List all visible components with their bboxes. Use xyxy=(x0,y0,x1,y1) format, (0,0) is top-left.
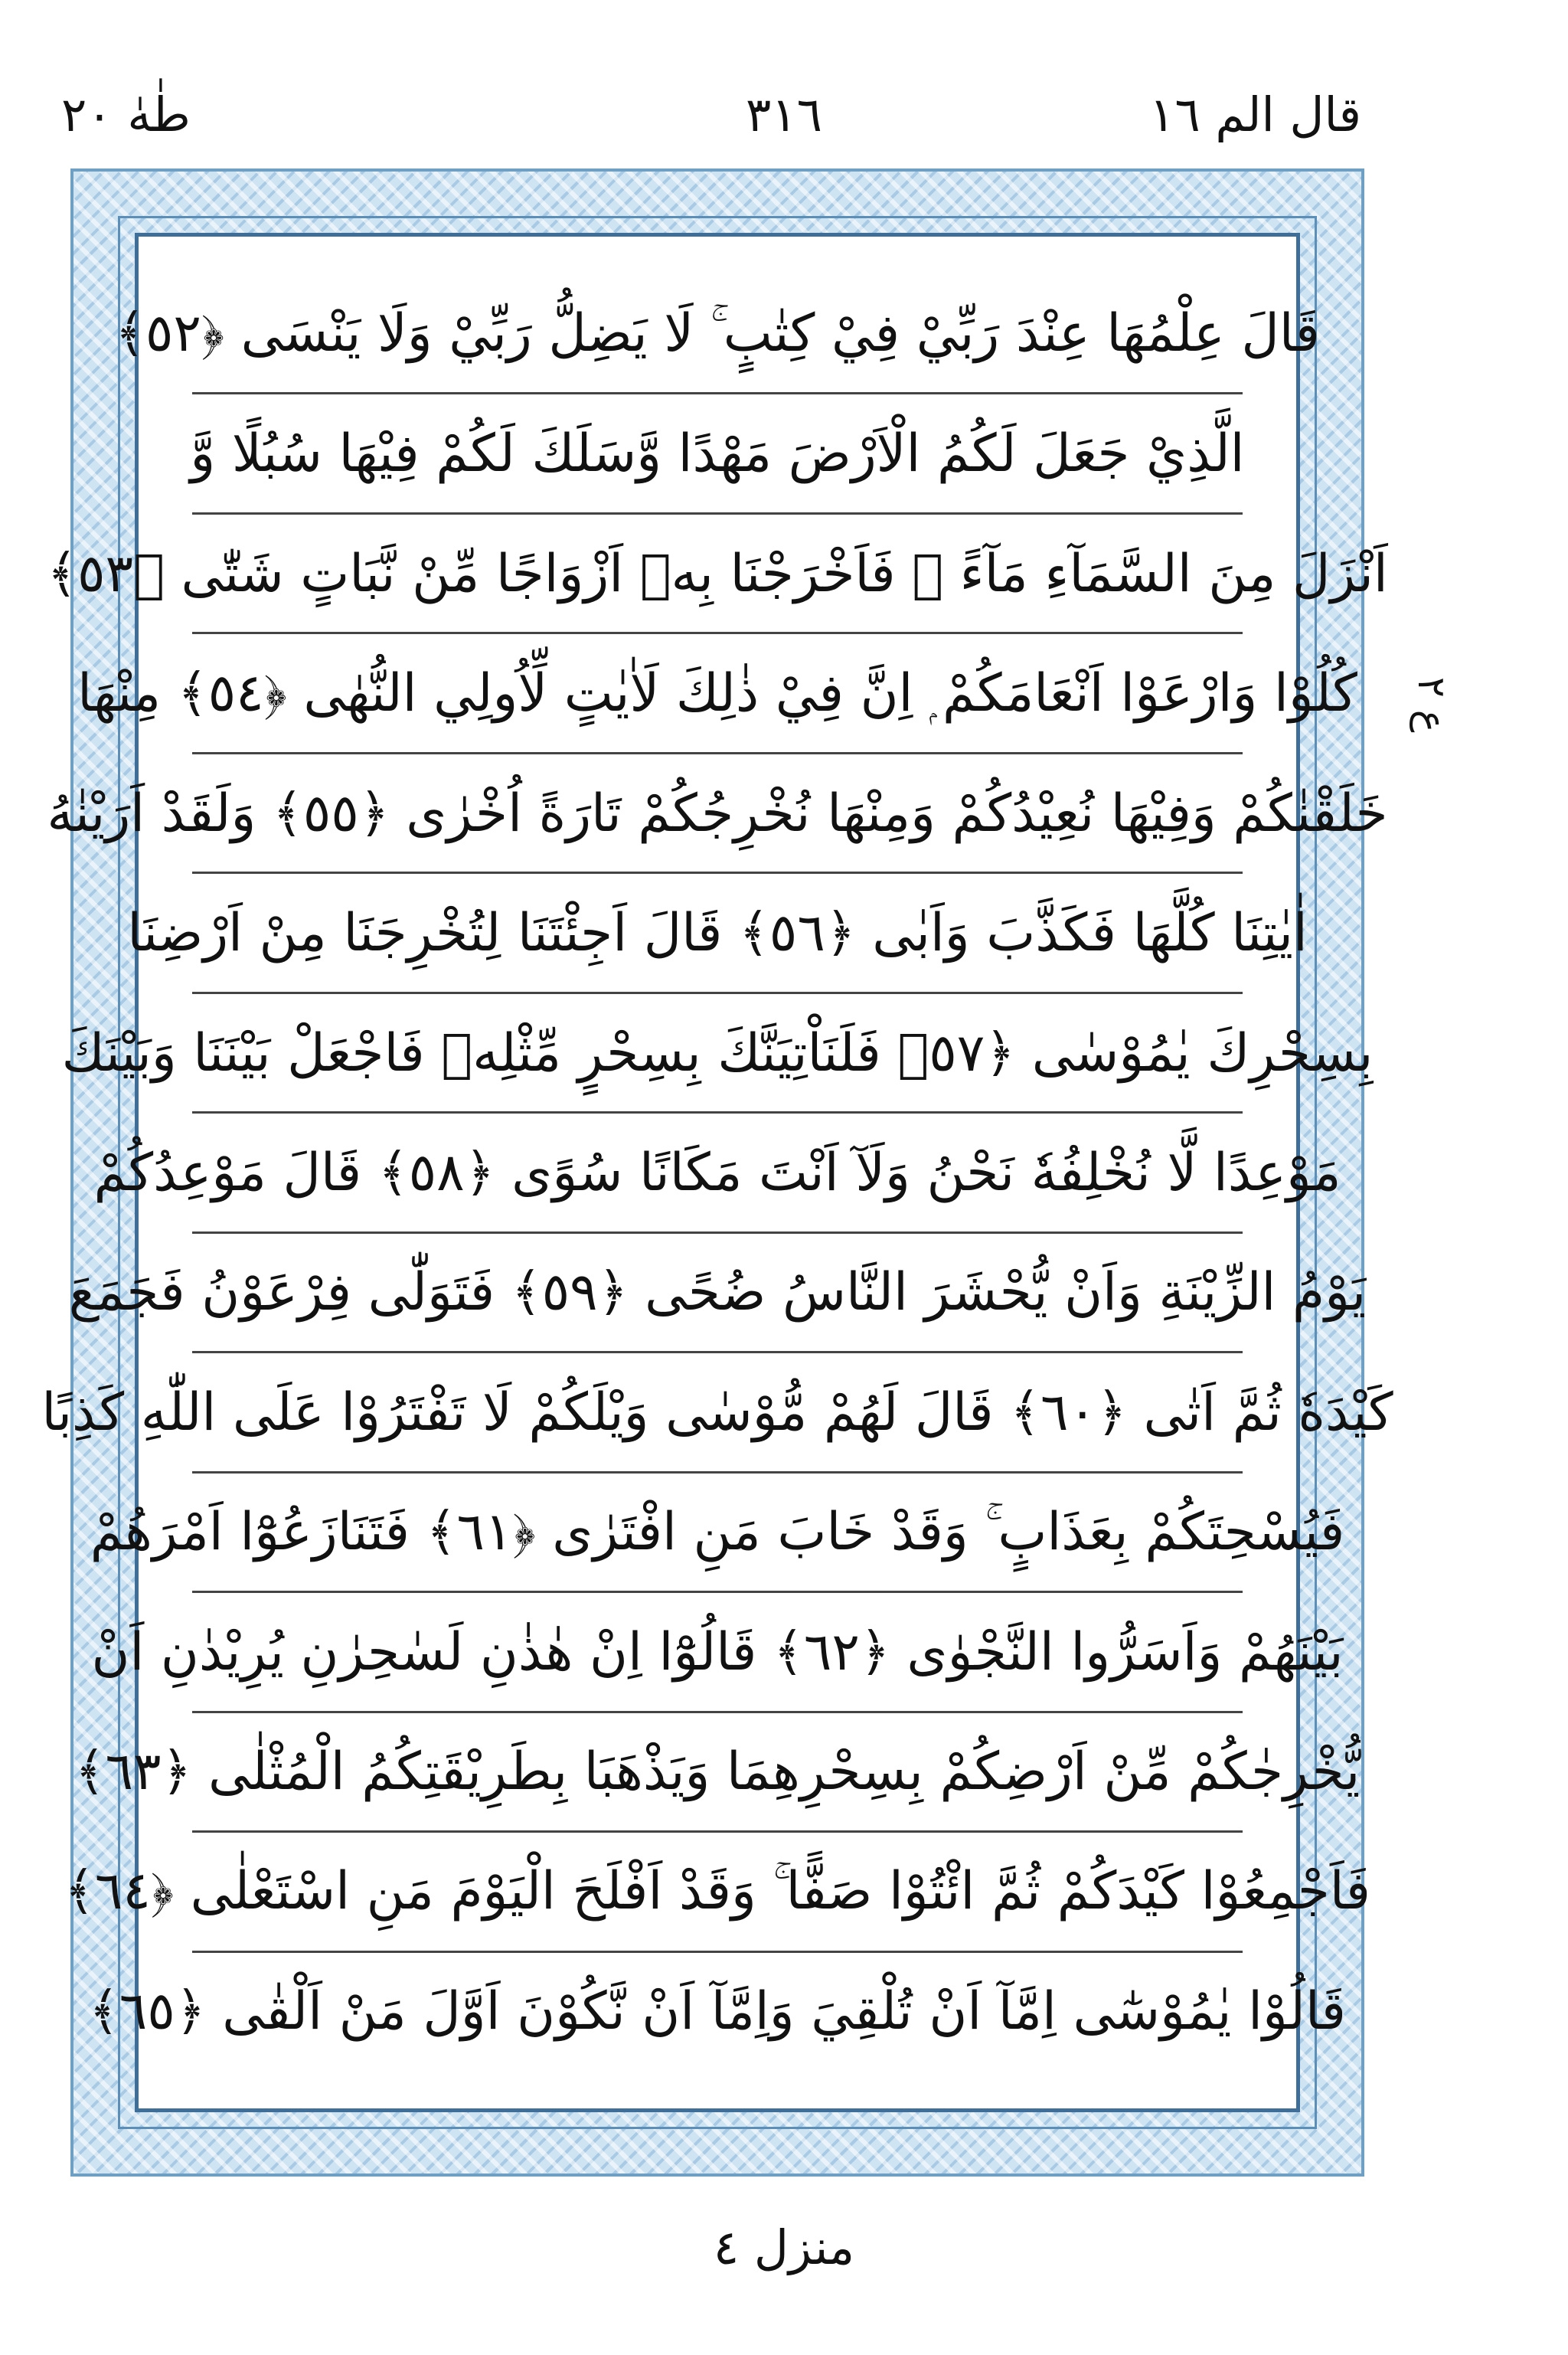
verse-line: فَيُسْحِتَكُمْ بِعَذَابٍ ۚ وَقَدْ خَابَ مَنِ افْتَرٰى ﴿٦١﴾ فَتَنَازَعُوْٓا اَمْرَهُمْ xyxy=(192,1474,1243,1593)
verse-line: قَالُوْا يٰمُوْسٰٓى اِمَّآ اَنْ تُلْقِيَ وَاِمَّآ اَنْ نَّكُوْنَ اَوَّلَ مَنْ اَلْقٰى ﴿٦٥﴾ xyxy=(88,1981,1347,2043)
verse-line: فَاَجْمِعُوْا كَيْدَكُمْ ثُمَّ ائْتُوْا صَفًّا ۚ وَقَدْ اَفْلَحَ الْيَوْمَ مَنِ اسْتَعْلٰى ﴿٦٤﴾ xyxy=(192,1833,1243,1952)
verse-line: بِسِحْرِكَ يٰمُوْسٰى ﴿٥٧﴾ فَلَنَاْتِيَنَّكَ بِسِحْرٍ مِّثْلِهٖ فَاجْعَلْ بَيْنَنَا وَبَيْنَكَ xyxy=(192,994,1243,1114)
verse-line: بَيْنَهُمْ وَاَسَرُّوا النَّجْوٰى ﴿٦٢﴾ قَالُوْٓا اِنْ هٰذٰنِ لَسٰحِرٰنِ يُرِيْدٰنِ اَنْ xyxy=(192,1593,1243,1712)
verse-line: مَوْعِدًا لَّا نُخْلِفُهٗ نَحْنُ وَلَآ اَنْتَ مَكَانًا سُوًى ﴿٥٨﴾ قَالَ مَوْعِدُكُمْ xyxy=(192,1114,1243,1233)
verse-line: يَوْمُ الزِّيْنَةِ وَاَنْ يُّحْشَرَ النَّاسُ ضُحًى ﴿٥٩﴾ فَتَوَلّٰى فِرْعَوْنُ فَجَمَعَ xyxy=(192,1234,1243,1353)
verse-line: اَنْزَلَ مِنَ السَّمَآءِ مَآءً ۭ فَاَخْرَجْنَا بِهٖ اَزْوَاجًا مِّنْ نَّبَاتٍ شَتّٰى ﴿٥٣﴾ xyxy=(192,515,1243,634)
page-number: ٣١٦ xyxy=(746,87,822,142)
text-panel xyxy=(41,233,1393,2112)
verse-line: كَيْدَهٗ ثُمَّ اَتٰى ﴿٦٠﴾ قَالَ لَهُمْ مُّوْسٰى وَيْلَكُمْ لَا تَفْتَرُوْا عَلَى اللّٰهِ كَذِبًا xyxy=(192,1353,1243,1473)
verse-line: يُّخْرِجٰكُمْ مِّنْ اَرْضِكُمْ بِسِحْرِهِمَا وَيَذْهَبَا بِطَرِيْقَتِكُمُ الْمُثْلٰى ﴿٦٣﴾ xyxy=(192,1713,1243,1833)
para-name-label: قال الم ١٦ xyxy=(1149,87,1361,142)
manzil-label: منزل ٤ xyxy=(713,2219,855,2275)
verse-line: خَلَقْنٰكُمْ وَفِيْهَا نُعِيْدُكُمْ وَمِنْهَا نُخْرِجُكُمْ تَارَةً اُخْرٰى ﴿٥٥﴾ وَلَقَدْ اَرَيْنٰهُ xyxy=(192,754,1243,874)
verse-line: اٰيٰتِنَا كُلَّهَا فَكَذَّبَ وَاَبٰى ﴿٥٦﴾ قَالَ اَجِئْتَنَا لِتُخْرِجَنَا مِنْ اَرْضِنَا xyxy=(192,874,1243,993)
page-header xyxy=(0,0,1568,153)
ruku-marker: ع ٢ xyxy=(1410,676,1454,733)
surah-name-label: طٰهٰ ٢٠ xyxy=(61,87,191,142)
verse-line: قَالَ عِلْمُهَا عِنْدَ رَبِّيْ فِيْ كِتٰبٍ ۚ لَا يَضِلُّ رَبِّيْ وَلَا يَنْسَى ﴿٥٢﴾ xyxy=(192,275,1243,394)
verse-lines xyxy=(41,275,1393,2070)
verse-line: كُلُوْا وَارْعَوْا اَنْعَامَكُمْ ۭ اِنَّ فِيْ ذٰلِكَ لَاٰيٰتٍ لِّاُولِي النُّهٰى ﴿٥٤﴾ مِنْهَا xyxy=(192,634,1243,754)
verse-line: الَّذِيْ جَعَلَ لَكُمُ الْاَرْضَ مَهْدًا وَّسَلَكَ لَكُمْ فِيْهَا سُبُلًا وَّ xyxy=(192,394,1243,514)
decorative-border xyxy=(41,168,1393,2177)
